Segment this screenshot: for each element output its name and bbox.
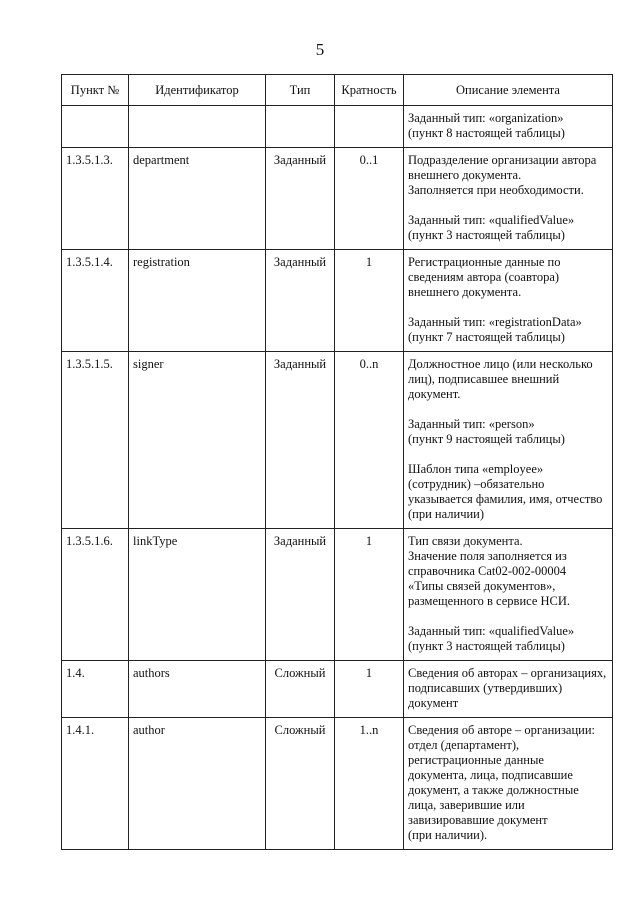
description-line: завизировавшие документ (408, 813, 548, 827)
cell-multiplicity: 1 (335, 661, 404, 718)
cell-multiplicity: 1 (335, 250, 404, 352)
description-line: Шаблон типа «employee» (408, 462, 544, 476)
cell-item-number: 1.4.1. (62, 718, 129, 850)
cell-identifier: department (129, 148, 266, 250)
table-row (62, 148, 613, 250)
description-line: внешнего документа. (408, 285, 522, 299)
description-line: (пункт 8 настоящей таблицы) (408, 126, 565, 140)
table-row (62, 661, 613, 718)
header-multiplicity: Кратность (335, 75, 404, 106)
description-line: Сведения об авторах – организациях, (408, 666, 607, 680)
cell-type: Сложный (266, 718, 335, 850)
description-line: размещенного в сервисе НСИ. (408, 594, 571, 608)
header-type: Тип (266, 75, 335, 106)
description-line: указывается фамилия, имя, отчество (408, 492, 603, 506)
table-body (62, 106, 613, 850)
description-line: «Типы связей документов», (408, 579, 556, 593)
table-row (62, 529, 613, 661)
cell-multiplicity: 0..n (335, 352, 404, 529)
table-row (62, 352, 613, 529)
header-item-number: Пункт № (62, 75, 129, 106)
description-line: Значение поля заполняется из (408, 549, 567, 563)
cell-identifier: authors (129, 661, 266, 718)
cell-item-number: 1.3.5.1.3. (62, 148, 129, 250)
cell-item-number: 1.3.5.1.6. (62, 529, 129, 661)
cell-type: Заданный (266, 148, 335, 250)
description-line: (пункт 7 настоящей таблицы) (408, 330, 565, 344)
description-line: Заполняется при необходимости. (408, 183, 584, 197)
description-line: Заданный тип: «person» (408, 417, 535, 431)
description-gap (408, 447, 608, 462)
cell-multiplicity: 1..n (335, 718, 404, 850)
elements-table (61, 74, 613, 850)
description-line: документ. (408, 387, 461, 401)
cell-item-number (62, 106, 129, 148)
cell-type: Сложный (266, 661, 335, 718)
cell-multiplicity: 0..1 (335, 148, 404, 250)
description-line: внешнего документа. (408, 168, 522, 182)
cell-type: Заданный (266, 250, 335, 352)
description-line: отдел (департамент), (408, 738, 520, 752)
header-identifier: Идентификатор (129, 75, 266, 106)
description-line: (при наличии). (408, 828, 488, 842)
description-line: Должностное лицо (или несколько (408, 357, 593, 371)
description-line: документ (408, 696, 459, 710)
description-line: (пункт 3 настоящей таблицы) (408, 639, 565, 653)
cell-item-number: 1.3.5.1.4. (62, 250, 129, 352)
cell-multiplicity (335, 106, 404, 148)
cell-identifier (129, 106, 266, 148)
description-line: Заданный тип: «qualifiedValue» (408, 624, 575, 638)
cell-description (404, 661, 613, 718)
cell-type (266, 106, 335, 148)
table-row (62, 718, 613, 850)
description-line: сведениям автора (соавтора) (408, 270, 560, 284)
cell-item-number: 1.3.5.1.5. (62, 352, 129, 529)
table-row (62, 106, 613, 148)
description-line: (пункт 3 настоящей таблицы) (408, 228, 565, 242)
description-gap (408, 300, 608, 315)
cell-description (404, 106, 613, 148)
description-line: лиц), подписавшее внешний (408, 372, 560, 386)
description-line: Заданный тип: «qualifiedValue» (408, 213, 575, 227)
cell-multiplicity: 1 (335, 529, 404, 661)
cell-description (404, 148, 613, 250)
cell-description (404, 250, 613, 352)
description-line: регистрационные данные (408, 753, 544, 767)
description-gap (408, 402, 608, 417)
cell-type: Заданный (266, 352, 335, 529)
cell-identifier: author (129, 718, 266, 850)
description-line: Заданный тип: «registrationData» (408, 315, 582, 329)
description-line: (сотрудник) –обязательно (408, 477, 545, 491)
description-line: лица, заверившие или (408, 798, 525, 812)
cell-description (404, 529, 613, 661)
cell-description (404, 718, 613, 850)
cell-item-number: 1.4. (62, 661, 129, 718)
cell-identifier: signer (129, 352, 266, 529)
description-line: Сведения об авторе – организации: (408, 723, 596, 737)
description-line: Заданный тип: «organization» (408, 111, 564, 125)
description-line: справочника Cat02-002-00004 (408, 564, 567, 578)
description-line: документ, а также должностные (408, 783, 579, 797)
cell-type: Заданный (266, 529, 335, 661)
cell-identifier: linkType (129, 529, 266, 661)
description-line: (при наличии) (408, 507, 485, 521)
header-description: Описание элемента (404, 75, 613, 106)
description-gap (408, 198, 608, 213)
table-header-row (62, 75, 613, 106)
description-line: (пункт 9 настоящей таблицы) (408, 432, 565, 446)
cell-description (404, 352, 613, 529)
description-line: Подразделение организации автора (408, 153, 597, 167)
page-number: 5 (315, 40, 325, 59)
table-row (62, 250, 613, 352)
description-line: Тип связи документа. (408, 534, 523, 548)
description-gap (408, 609, 608, 624)
description-line: Регистрационные данные по (408, 255, 561, 269)
cell-identifier: registration (129, 250, 266, 352)
description-line: подписавших (утвердивших) (408, 681, 563, 695)
description-line: документа, лица, подписавшие (408, 768, 573, 782)
